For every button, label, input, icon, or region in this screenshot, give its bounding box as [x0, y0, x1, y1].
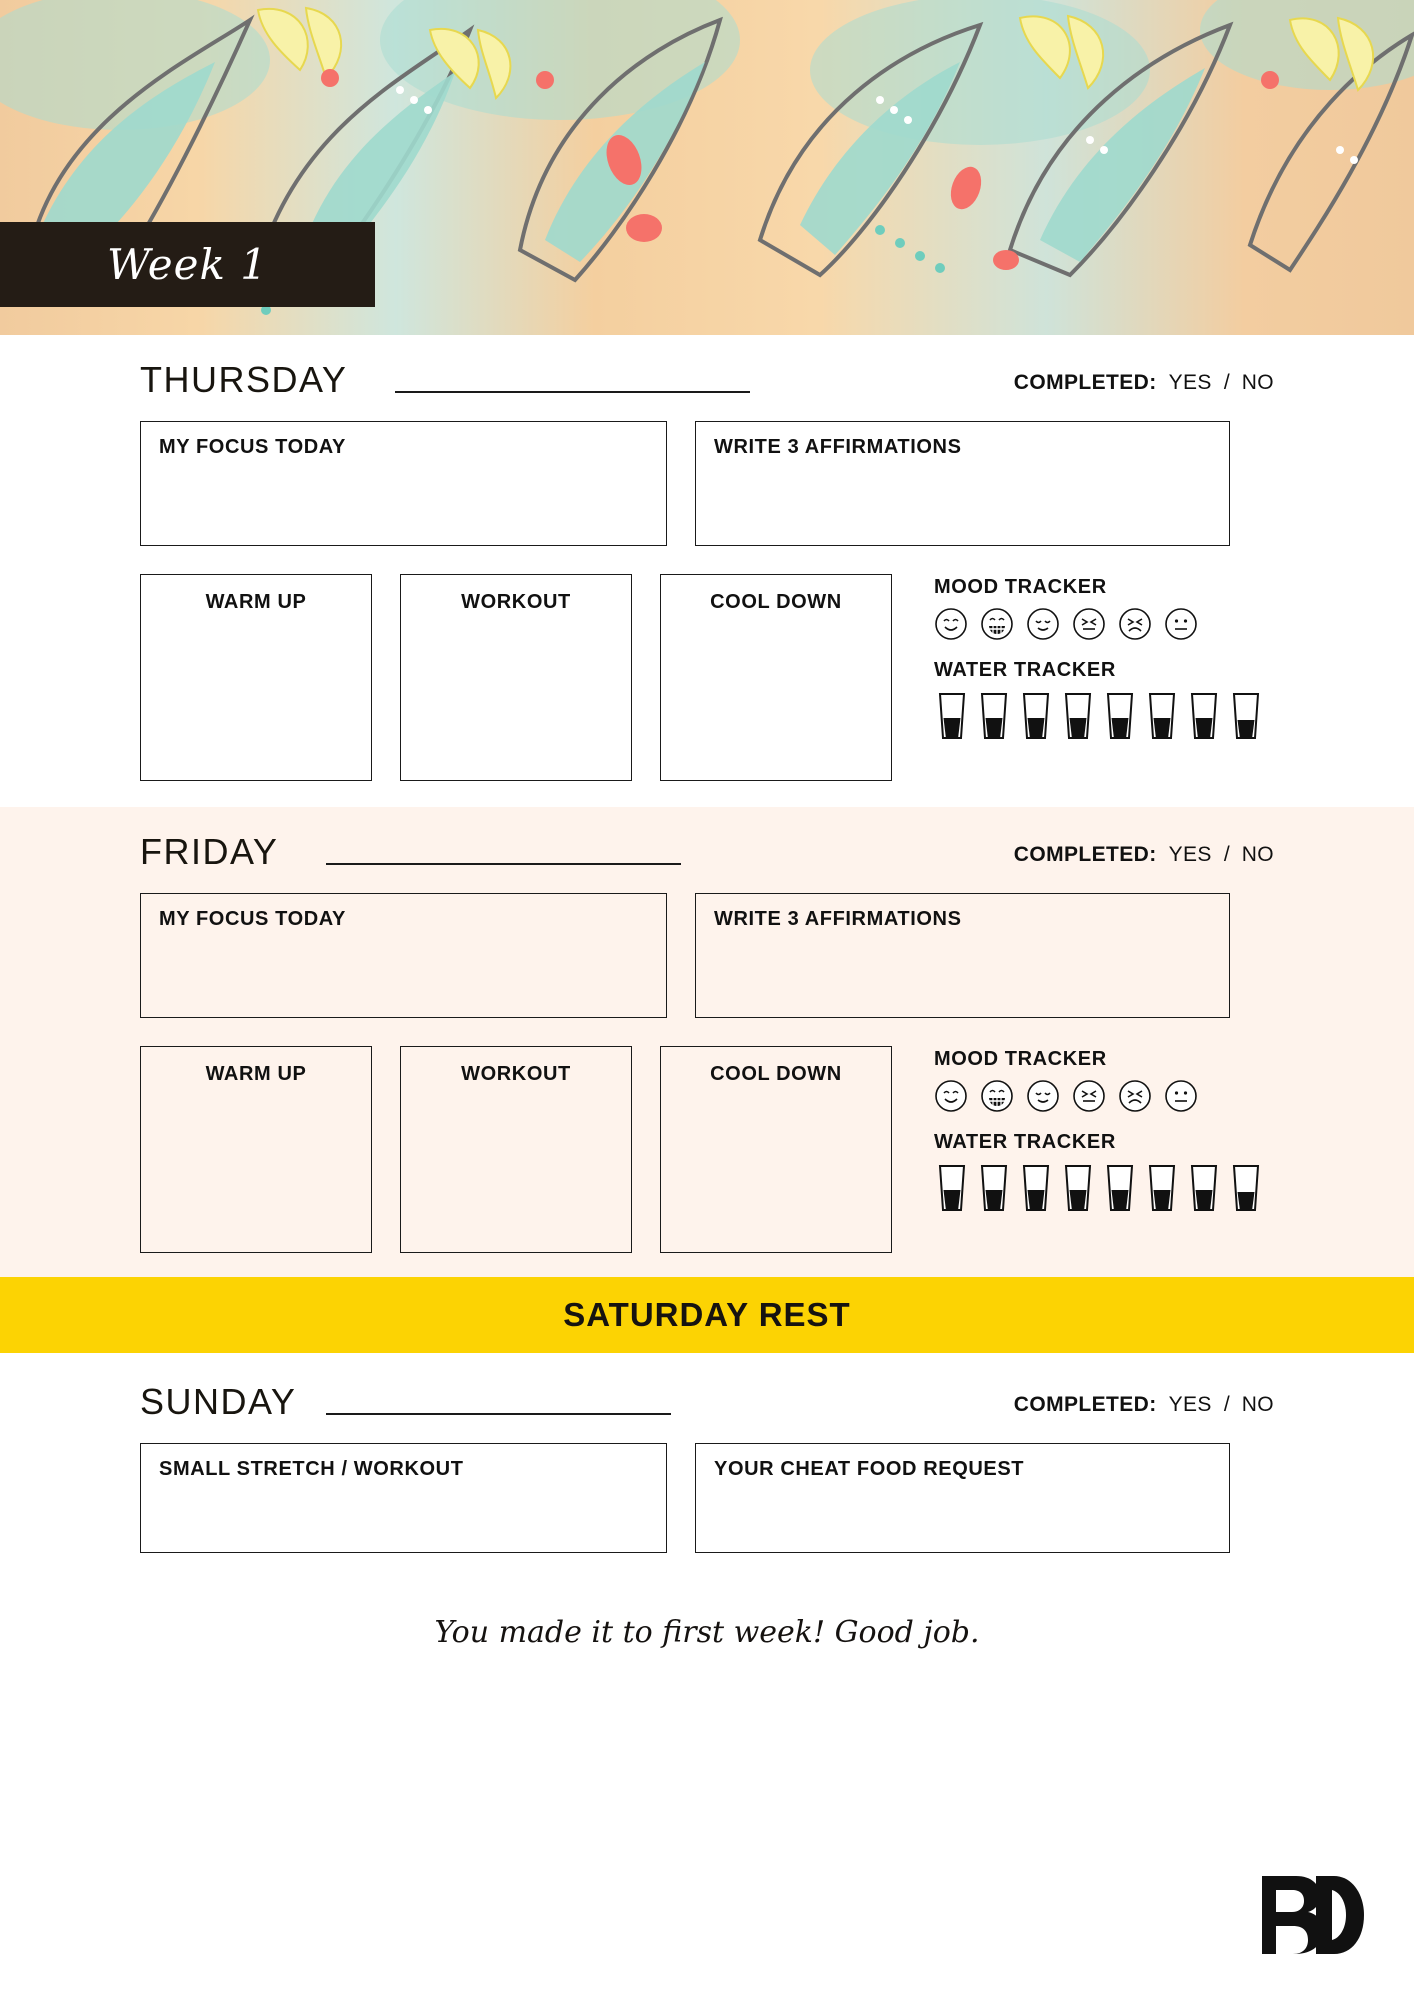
day-header-friday — [140, 831, 1274, 885]
thursday-cooldown-label: COOL DOWN — [710, 591, 842, 613]
water-glass-icon[interactable] — [1228, 690, 1264, 742]
friday-affirmations-box[interactable] — [695, 893, 1230, 1018]
thursday-workout-box[interactable] — [400, 574, 632, 781]
week-label-tab — [0, 222, 375, 307]
friday-focus-label: MY FOCUS TODAY — [159, 908, 346, 930]
thursday-top-boxes — [140, 421, 1274, 546]
day-section-friday — [0, 807, 1414, 1277]
day-section-sunday — [0, 1353, 1414, 1660]
thursday-focus-label: MY FOCUS TODAY — [159, 436, 346, 458]
mood-smile-icon[interactable] — [934, 607, 968, 641]
mood-neutral-icon[interactable] — [1164, 607, 1198, 641]
thursday-workout-label: WORKOUT — [461, 591, 571, 613]
completed-label-thursday: COMPLETED: — [1013, 371, 1157, 394]
completed-group-friday — [1014, 843, 1274, 873]
friday-warmup-label: WARM UP — [205, 1063, 307, 1085]
day-section-thursday — [0, 335, 1414, 807]
thursday-write-in-line[interactable] — [395, 391, 750, 393]
saturday-rest-banner — [0, 1277, 1414, 1353]
water-glass-icon[interactable] — [1060, 1162, 1096, 1214]
day-title-friday: FRIDAY — [140, 831, 279, 872]
mood-content-icon[interactable] — [1026, 607, 1060, 641]
completed-label-sunday: COMPLETED: — [1013, 1393, 1157, 1416]
water-glass-icon[interactable] — [1144, 690, 1180, 742]
completed-no-thursday[interactable]: NO — [1241, 371, 1274, 394]
mood-grin-icon[interactable] — [980, 607, 1014, 641]
completed-group-sunday — [1014, 1393, 1274, 1423]
friday-workout-box[interactable] — [400, 1046, 632, 1253]
friday-trackers — [934, 1046, 1264, 1214]
mood-squint-icon[interactable] — [1072, 607, 1106, 641]
week-label-text: Week 1 — [107, 240, 268, 289]
friday-write-in-line[interactable] — [326, 863, 681, 865]
thursday-affirmations-label: WRITE 3 AFFIRMATIONS — [714, 436, 962, 458]
mood-frown-icon[interactable] — [1118, 607, 1152, 641]
water-glass-icon[interactable] — [976, 1162, 1012, 1214]
friday-mood-tracker-label: MOOD TRACKER — [934, 1048, 1107, 1070]
completed-group-thursday — [1014, 371, 1274, 401]
friday-warmup-box[interactable] — [140, 1046, 372, 1253]
sunday-write-in-line[interactable] — [326, 1413, 671, 1415]
thursday-warmup-label: WARM UP — [205, 591, 307, 613]
completed-separator-friday: / — [1223, 843, 1230, 866]
thursday-exercise-row — [140, 574, 1274, 781]
thursday-water-icons — [934, 690, 1264, 742]
water-glass-icon[interactable] — [1144, 1162, 1180, 1214]
mood-squint-icon[interactable] — [1072, 1079, 1106, 1113]
thursday-warmup-box[interactable] — [140, 574, 372, 781]
sunday-cheat-food-label: YOUR CHEAT FOOD REQUEST — [714, 1458, 1025, 1480]
friday-exercise-row — [140, 1046, 1274, 1253]
completed-separator-thursday: / — [1223, 371, 1230, 394]
mood-neutral-icon[interactable] — [1164, 1079, 1198, 1113]
water-glass-icon[interactable] — [1102, 1162, 1138, 1214]
brand-logo-icon — [1256, 1870, 1364, 1970]
water-glass-icon[interactable] — [1186, 1162, 1222, 1214]
mood-grin-icon[interactable] — [980, 1079, 1014, 1113]
saturday-rest-label: SATURDAY REST — [563, 1296, 851, 1333]
thursday-trackers — [934, 574, 1264, 742]
water-glass-icon[interactable] — [1018, 690, 1054, 742]
thursday-cooldown-box[interactable] — [660, 574, 892, 781]
sunday-stretch-label: SMALL STRETCH / WORKOUT — [159, 1458, 464, 1480]
water-glass-icon[interactable] — [1186, 690, 1222, 742]
completed-yes-sunday[interactable]: YES — [1168, 1393, 1212, 1416]
water-glass-icon[interactable] — [1060, 690, 1096, 742]
thursday-focus-box[interactable] — [140, 421, 667, 546]
water-glass-icon[interactable] — [1228, 1162, 1264, 1214]
sunday-stretch-box[interactable] — [140, 1443, 667, 1553]
friday-focus-box[interactable] — [140, 893, 667, 1018]
water-glass-icon[interactable] — [934, 1162, 970, 1214]
friday-mood-icons — [934, 1079, 1264, 1113]
friday-cooldown-label: COOL DOWN — [710, 1063, 842, 1085]
thursday-water-tracker-label: WATER TRACKER — [934, 659, 1116, 681]
completed-yes-thursday[interactable]: YES — [1168, 371, 1212, 394]
friday-affirmations-label: WRITE 3 AFFIRMATIONS — [714, 908, 962, 930]
sunday-boxes — [140, 1443, 1274, 1553]
water-glass-icon[interactable] — [1018, 1162, 1054, 1214]
friday-workout-label: WORKOUT — [461, 1063, 571, 1085]
completed-no-sunday[interactable]: NO — [1241, 1393, 1274, 1416]
thursday-mood-icons — [934, 607, 1264, 641]
day-header-thursday — [140, 359, 1274, 413]
completed-yes-friday[interactable]: YES — [1168, 843, 1212, 866]
mood-frown-icon[interactable] — [1118, 1079, 1152, 1113]
friday-cooldown-box[interactable] — [660, 1046, 892, 1253]
water-glass-icon[interactable] — [1102, 690, 1138, 742]
day-title-thursday: THURSDAY — [140, 359, 348, 400]
day-title-sunday: SUNDAY — [140, 1381, 297, 1422]
day-header-sunday — [140, 1381, 1274, 1435]
completed-separator-sunday: / — [1223, 1393, 1230, 1416]
decorative-header-banner — [0, 0, 1414, 335]
water-glass-icon[interactable] — [934, 690, 970, 742]
friday-water-icons — [934, 1162, 1264, 1214]
thursday-mood-tracker-label: MOOD TRACKER — [934, 576, 1107, 598]
sunday-cheat-food-box[interactable] — [695, 1443, 1230, 1553]
footer-message: You made it to first week! Good job. — [434, 1615, 980, 1650]
mood-content-icon[interactable] — [1026, 1079, 1060, 1113]
completed-no-friday[interactable]: NO — [1241, 843, 1274, 866]
thursday-affirmations-box[interactable] — [695, 421, 1230, 546]
mood-smile-icon[interactable] — [934, 1079, 968, 1113]
water-glass-icon[interactable] — [976, 690, 1012, 742]
friday-top-boxes — [140, 893, 1274, 1018]
completed-label-friday: COMPLETED: — [1013, 843, 1157, 866]
friday-water-tracker-label: WATER TRACKER — [934, 1131, 1116, 1153]
